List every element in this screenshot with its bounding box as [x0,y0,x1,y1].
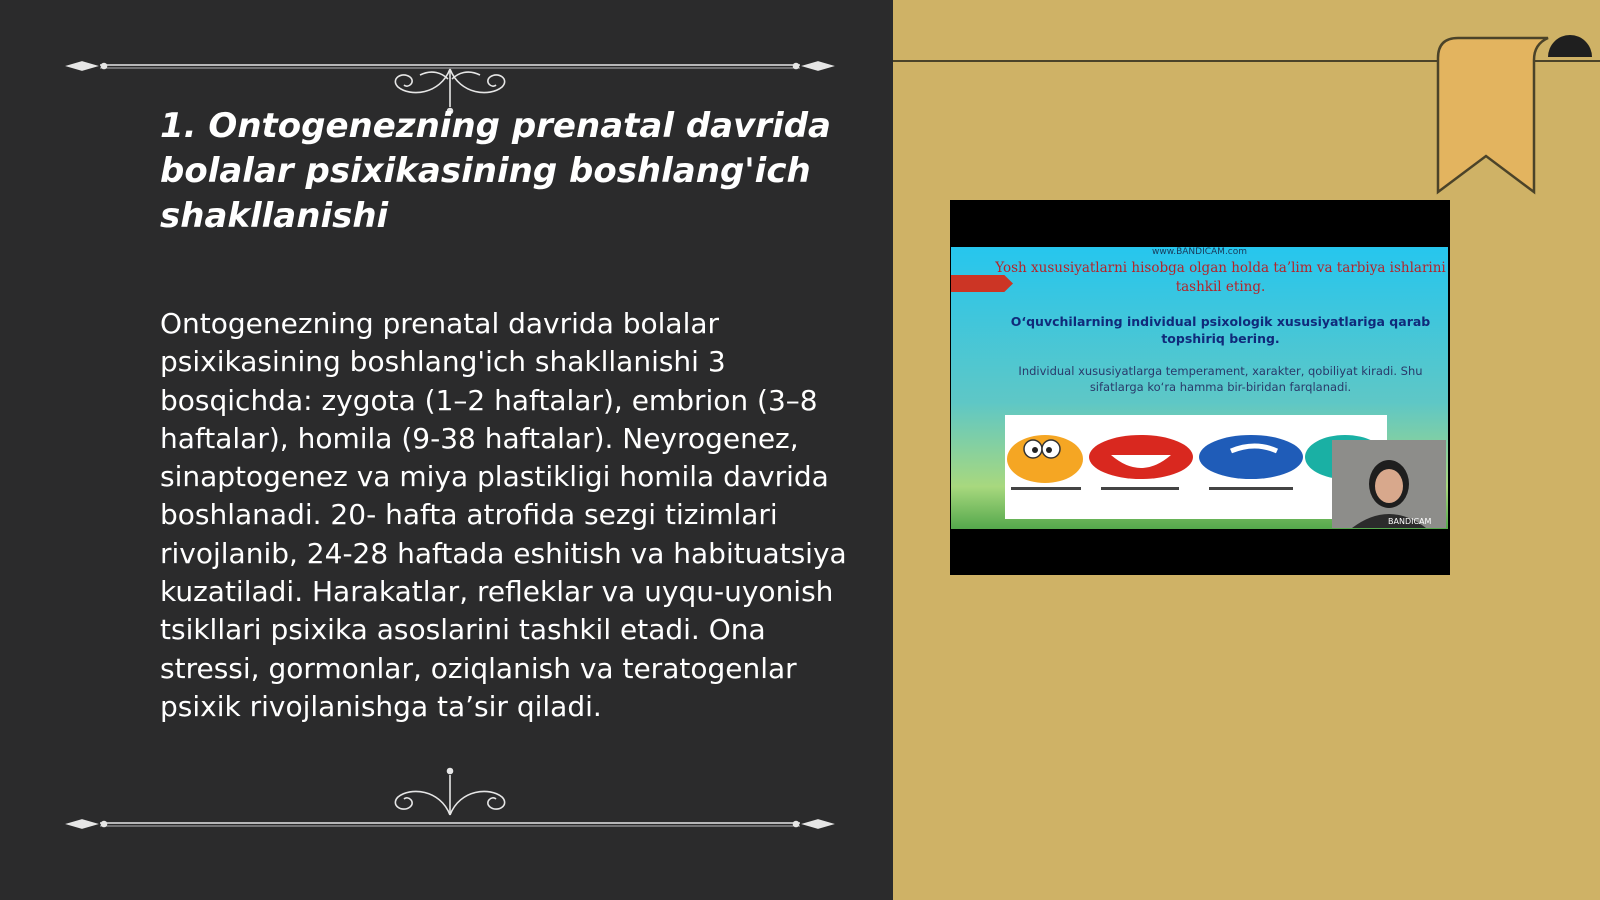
video-screen [951,247,1448,529]
presenter-avatar [1332,440,1446,528]
webcam-logo: BANDICAM [1388,517,1432,526]
slide-body-text: Ontogenezning prenatal davrida bolalar psixikasining boshlang'ich shakllanishi 3 bosqichda: zygota (1–2 haftalar), embrion (3–8 haftalar), homila (9-38 haftalar). Neyrogenez, sinaptogenez va miya plastikligi homila davrida boshlanadi. 20- hafta atrofida sezgi tizimlari rivojlanib, 24-28 haftada eshitish va habituatsiya kuzatiladi. Harakatlar, refleklar va uyqu-uyonish tsikllari psixika asoslarini tashkil etadi. Ona stressi, gormonlar, oziqlanish va teratogenlar psixik rivojlanishga ta’sir qiladi. [160,307,847,723]
bookmark-ribbon-icon [1430,30,1595,200]
slide-title: 1. Ontogenezning prenatal davrida bolalar psixikasining boshlang'ich shakllanishi [160,106,831,236]
video-slide-note: Individual xususiyatlarga temperament, xarakter, qobiliyat kiradi. Shu sifatlarga ko‘ra hamma bir-biridan farqlanadi. [1018,364,1423,394]
bottom-ornament-divider [60,765,840,835]
emotion-faces-image [1005,415,1387,519]
video-watermark: www.BANDICAM.com [1151,247,1248,257]
video-slide-title: Yosh xususiyatlarni hisobga olgan holda ta’lim va tarbiya ishlarini tashkil eting. [995,260,1446,295]
video-slide-subtitle: O‘quvchilarning individual psixologik xususiyatlariga qarab topshiriq bering. [1010,314,1431,346]
webcam-overlay [1332,440,1446,528]
